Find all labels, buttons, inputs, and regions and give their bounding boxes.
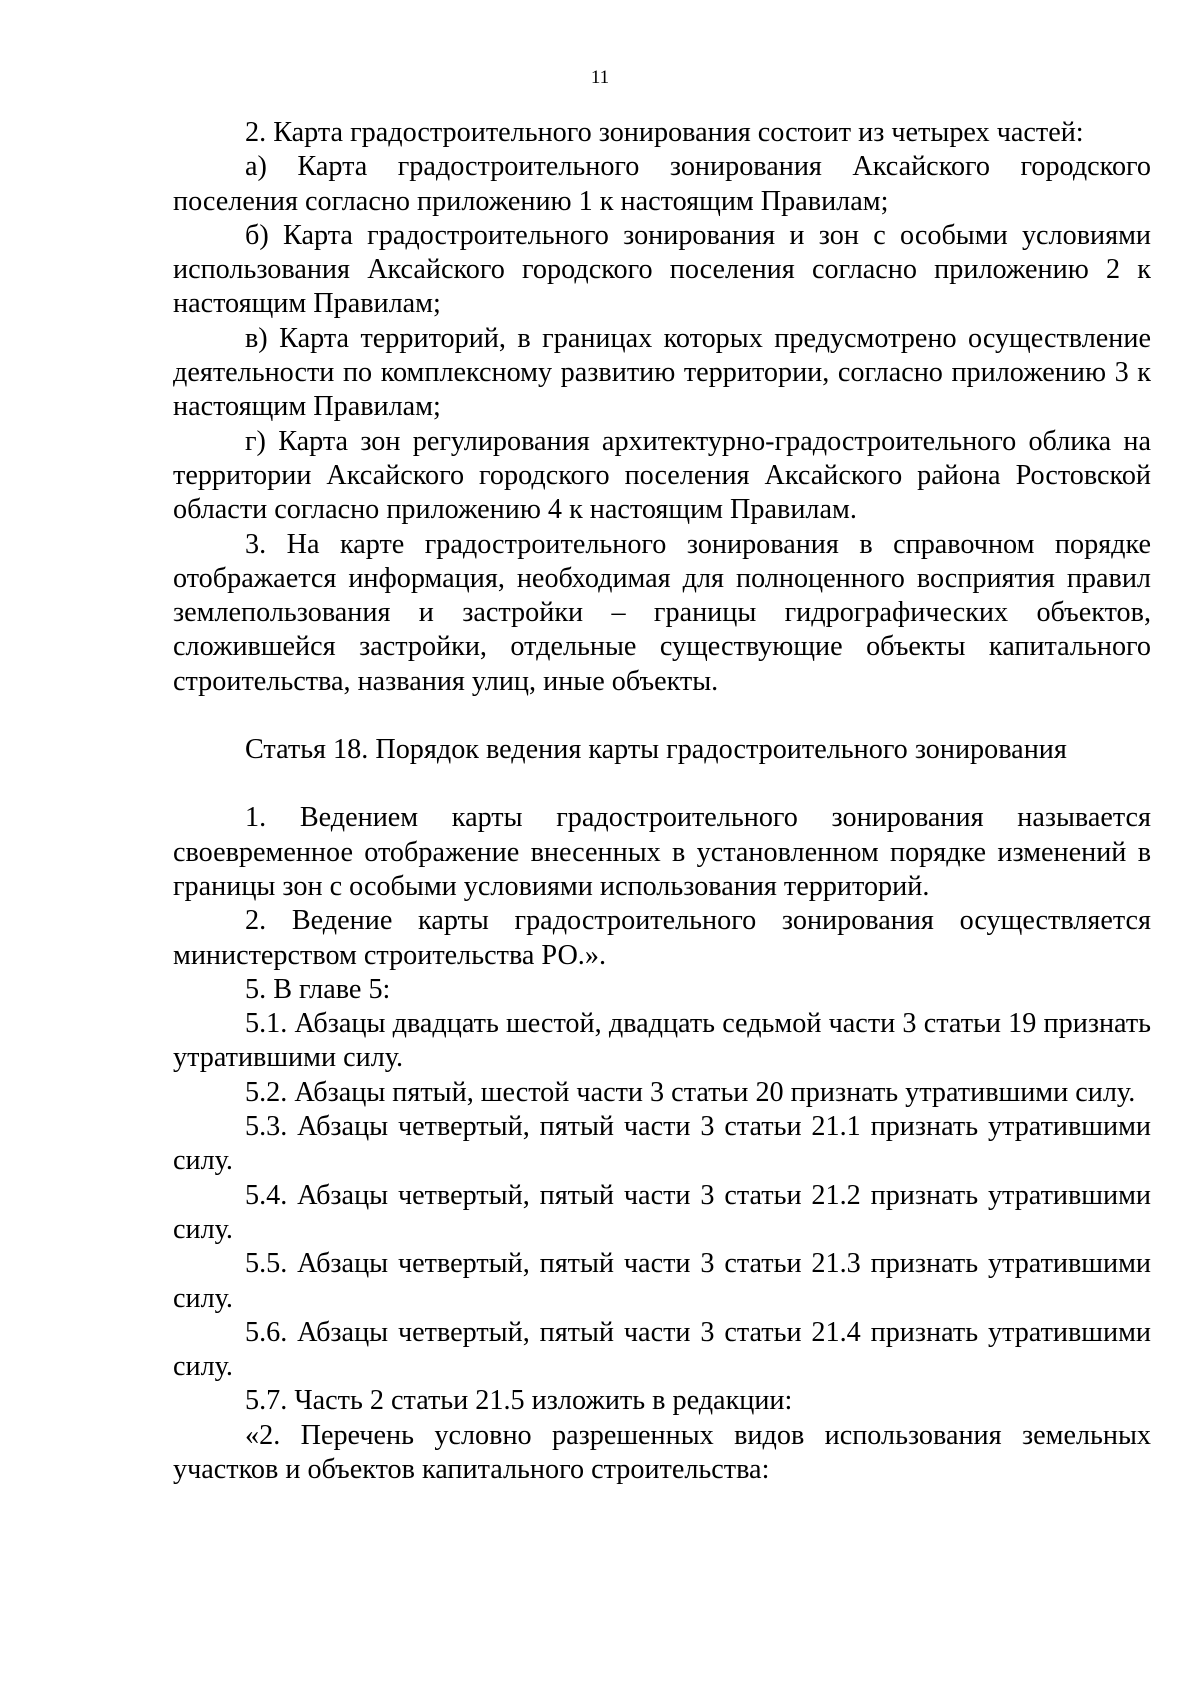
paragraph-2: 2. Карта градостроительного зонирования состоит из четырех частей: [245,117,1084,148]
document-body [173,116,1151,1487]
paragraph-2g: г) Карта зон регулирования архитектурно-градостроительного облика на территории Аксайского городского поселения Аксайского района Ростовской области согласно приложению 4 к настоящим Правилам. [173,425,1151,526]
item-5-2: 5.2. Абзацы пятый, шестой части 3 статьи 20 признать утратившими силу. [245,1076,1136,1108]
page-number: 11 [590,67,610,88]
item-5-5: 5.5. Абзацы четвертый, пятый части 3 статьи 21.3 признать утратившими силу. [173,1248,1151,1314]
paragraph-2a: а) Карта градостроительного зонирования Аксайского городского поселения согласно приложению 1 к настоящим Правилам; [173,151,1151,217]
article-18-paragraph-1: 1. Ведением карты градостроительного зонирования называется своевременное отображение внесенных в установленном порядке изменений в границы зон с особыми условиями использования территорий. [173,802,1151,902]
paragraph-2v: в) Карта территорий, в границах которых предусмотрено осуществление деятельности по комплексному развитию территории, согласно приложению 3 к настоящим Правилам; [173,322,1151,423]
item-5-6: 5.6. Абзацы четвертый, пятый части 3 статьи 21.4 признать утратившими силу. [173,1316,1151,1383]
item-5-4: 5.4. Абзацы четвертый, пятый части 3 статьи 21.2 признать утратившими силу. [173,1179,1151,1245]
item-5-7: 5.7. Часть 2 статьи 21.5 изложить в редакции: [245,1385,793,1417]
quoted-paragraph-2: «2. Перечень условно разрешенных видов использования земельных участков и объектов капитального строительства: [173,1419,1151,1485]
item-5-1: 5.1. Абзацы двадцать шестой, двадцать седьмой части 3 статьи 19 признать утратившими силу. [173,1008,1151,1074]
paragraph-2b: б) Карта градостроительного зонирования и зон с особыми условиями использования Аксайского городского поселения согласно приложению 2 к настоящим Правилам; [173,219,1151,320]
item-5: 5. В главе 5: [245,973,391,1005]
paragraph-3: 3. На карте градостроительного зонирования в справочном порядке отображается информация, необходимая для полноценного восприятия правил землепользования и застройки – границы гидрографических объектов, сложившейся застройки, отдельные существующие объекты капитального строительства, названия улиц, иные объекты. [173,528,1151,697]
article-18-paragraph-2: 2. Ведение карты градостроительного зонирования осуществляется министерством строительства РО.». [173,905,1151,971]
item-5-3: 5.3. Абзацы четвертый, пятый части 3 статьи 21.1 признать утратившими силу. [173,1111,1151,1177]
article-18-heading: Статья 18. Порядок ведения карты градостроительного зонирования [245,734,1067,766]
